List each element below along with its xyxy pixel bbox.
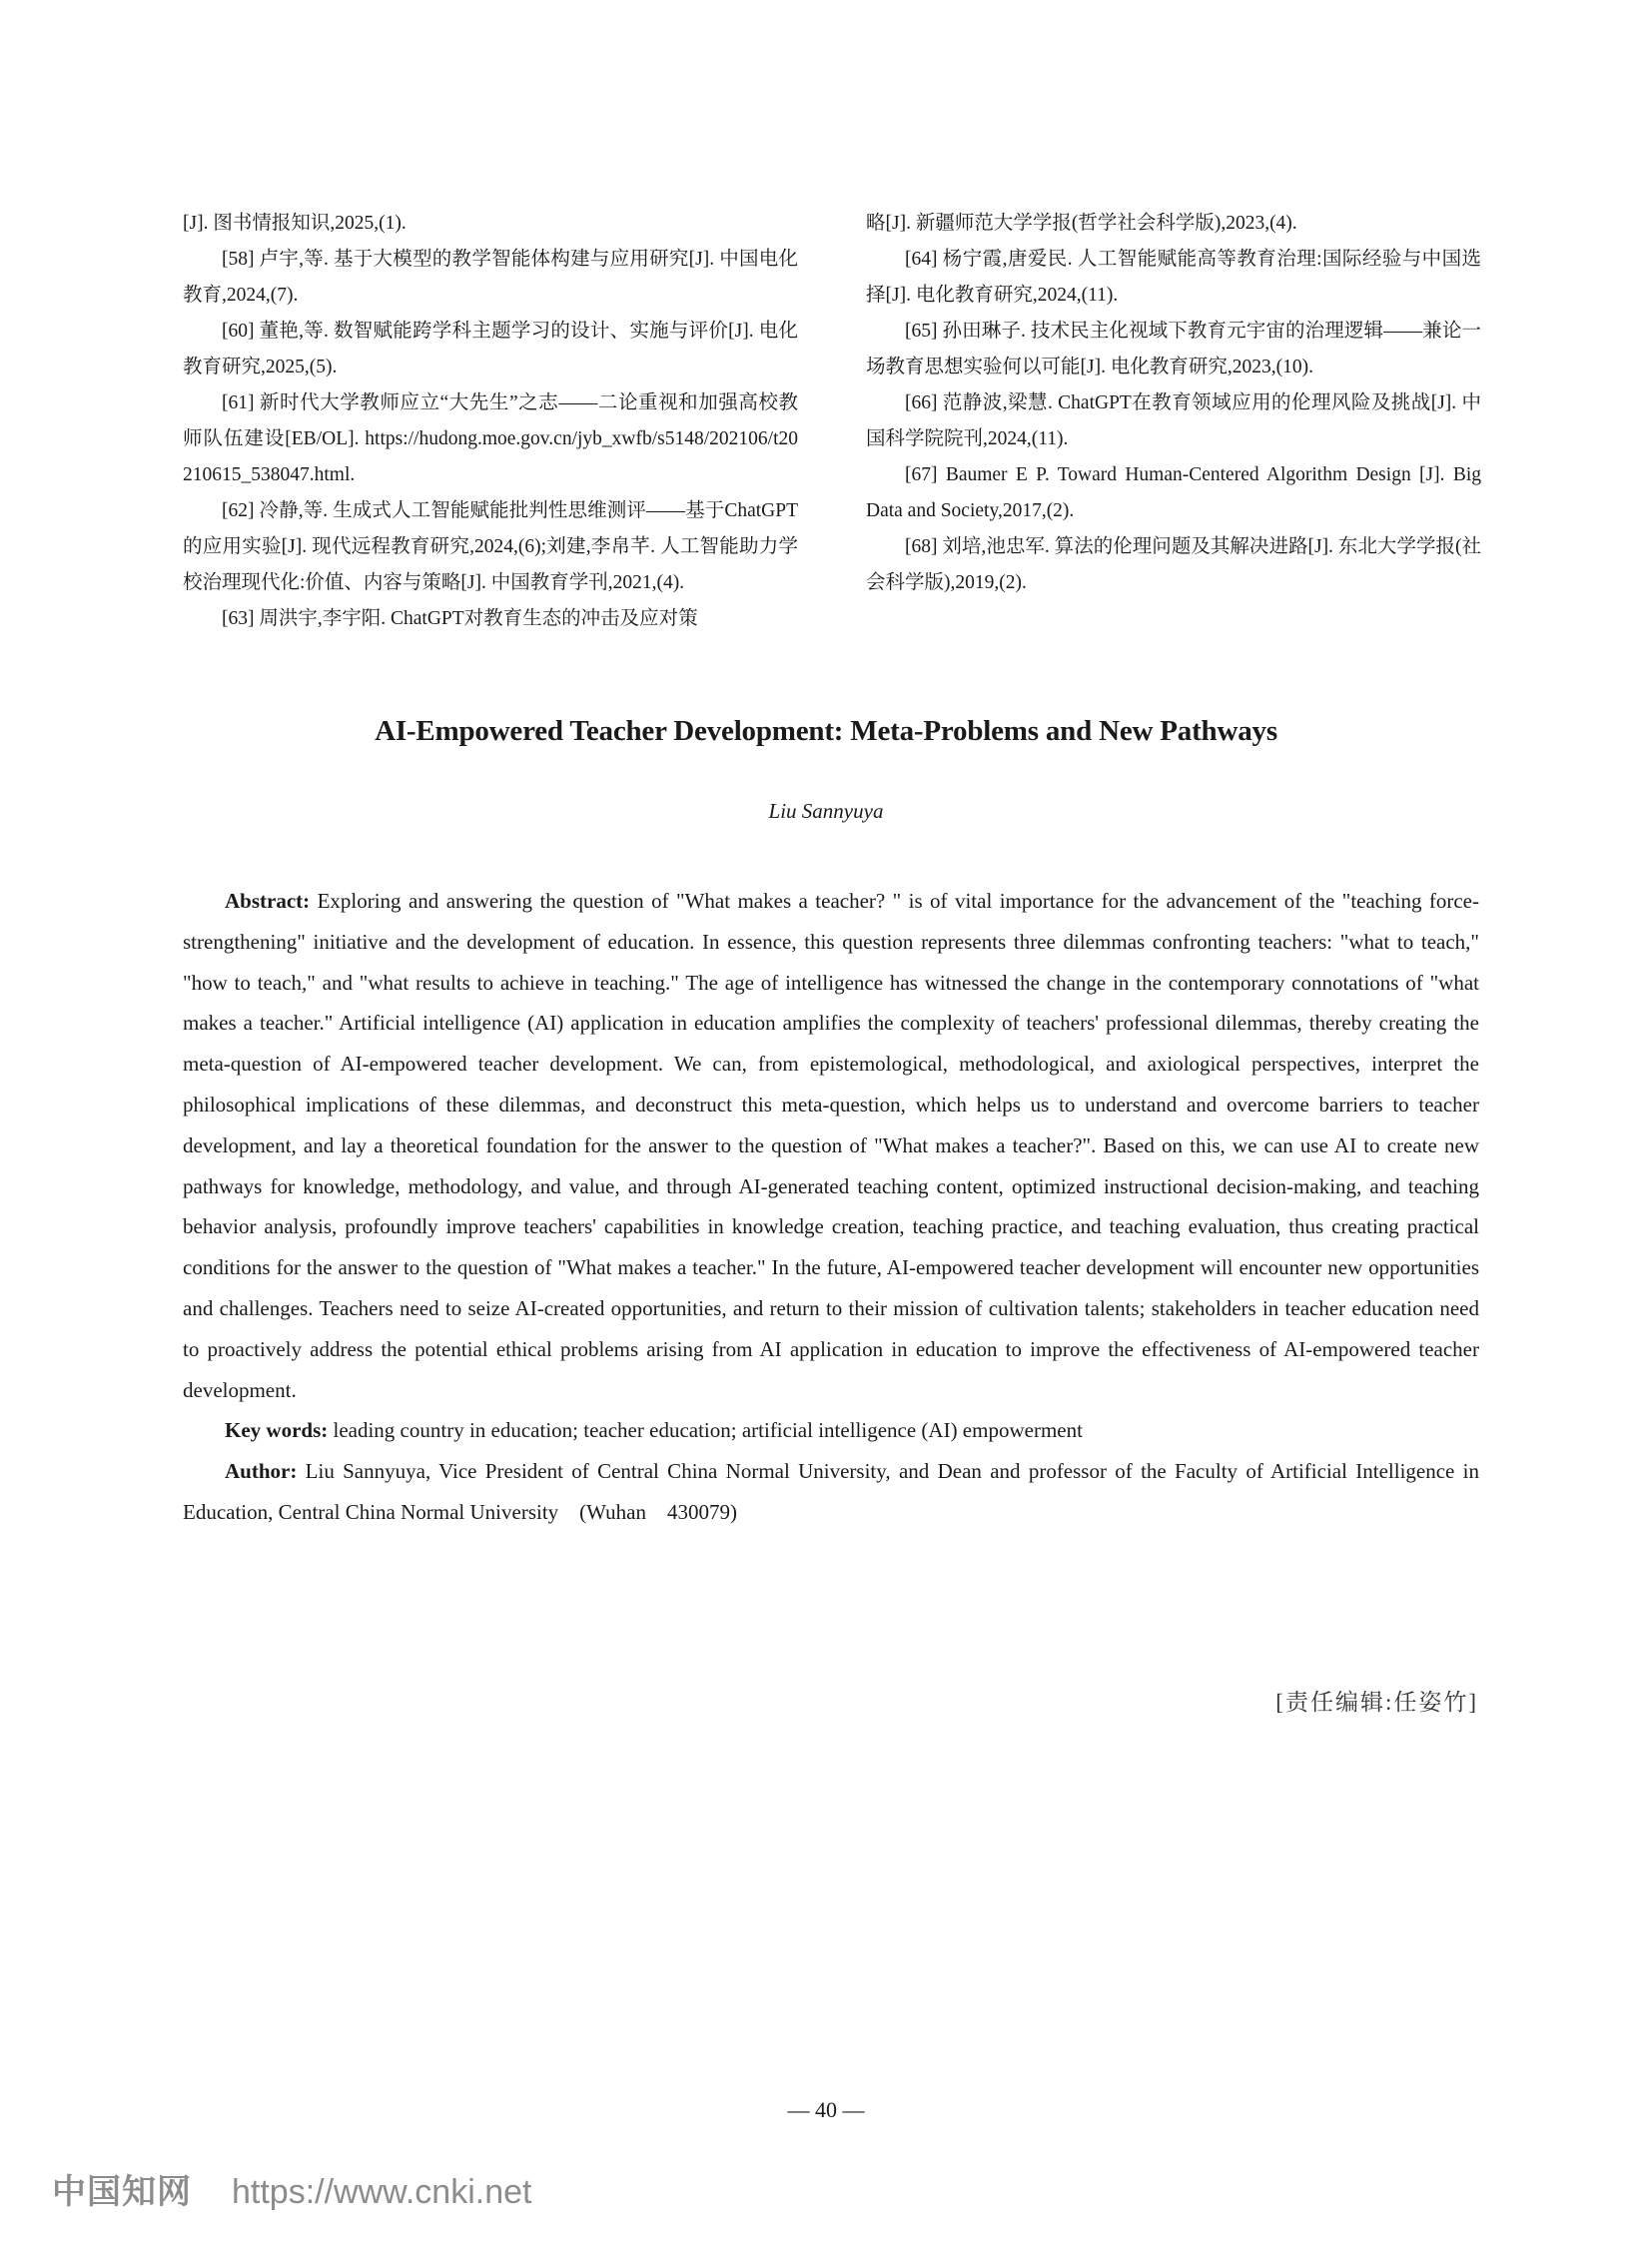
watermark-url: https://www.cnki.net bbox=[232, 2173, 532, 2211]
watermark-site-name: 中国知网 bbox=[52, 2173, 192, 2211]
english-author-name: Liu Sannyuya bbox=[768, 799, 884, 823]
reference-entry: [J]. 图书情报知识,2025,(1). bbox=[183, 213, 407, 234]
english-abstract-section bbox=[183, 881, 1479, 1533]
author-label: Author: bbox=[225, 1459, 298, 1484]
keywords-text: leading country in education; teacher education; artificial intelligence (AI) empowerment bbox=[333, 1418, 1083, 1443]
reference-entry: [63] 周洪宇,李宇阳. ChatGPT对教育生态的冲击及应对策 bbox=[222, 608, 698, 629]
references-right-column bbox=[866, 206, 1481, 637]
abstract-label: Abstract: bbox=[225, 889, 311, 913]
reference-entry: [65] 孙田琳子. 技术民主化视域下教育元宇宙的治理逻辑——兼论一场教育思想实验何以可能[J]. 电化教育研究,2023,(10). bbox=[866, 321, 1481, 377]
reference-entry: [60] 董艳,等. 数智赋能跨学科主题学习的设计、实施与评价[J]. 电化教育研究,2025,(5). bbox=[183, 321, 798, 377]
author-paragraph bbox=[183, 1451, 1479, 1533]
reference-entry: [61] 新时代大学教师应立“大先生”之志——二论重视和加强高校教师队伍建设[EB/OL]. https://hudong.moe.gov.cn/jyb_xwfb/s5148/202106/t20210615_538047.html. bbox=[183, 392, 798, 485]
responsible-editor: [责任编辑:任姿竹] bbox=[1275, 1690, 1478, 1715]
cnki-watermark bbox=[52, 2164, 531, 2213]
reference-entry: [66] 范静波,梁慧. ChatGPT在教育领域应用的伦理风险及挑战[J]. 中国科学院院刊,2024,(11). bbox=[866, 392, 1481, 449]
keywords-paragraph bbox=[183, 1410, 1479, 1451]
reference-entry: [67] Baumer E P. Toward Human-Centered Algorithm Design [J]. Big Data and Society,2017,(2). bbox=[866, 464, 1481, 521]
abstract-paragraph bbox=[183, 881, 1479, 1410]
reference-entry: 略[J]. 新疆师范大学学报(哲学社会科学版),2023,(4). bbox=[866, 213, 1297, 234]
keywords-label: Key words: bbox=[225, 1418, 329, 1443]
reference-entry: [58] 卢宇,等. 基于大模型的教学智能体构建与应用研究[J]. 中国电化教育,2024,(7). bbox=[183, 249, 798, 306]
reference-entry: [62] 冷静,等. 生成式人工智能赋能批判性思维测评——基于ChatGPT的应用实验[J]. 现代远程教育研究,2024,(6);刘建,李帛芊. 人工智能助力学校治理现代化:价值、内容与策略[J]. 中国教育学刊,2021,(4). bbox=[183, 500, 798, 593]
abstract-text: Exploring and answering the question of "What makes a teacher? " is of vital importance for the advancement of the "teaching force-strengthening" initiative and the development of education. In essence, this question represents three dilemmas confronting teachers: "what to teach," "how to teach," and "what results to achieve in teaching." The age of intelligence has witnessed the change in the contemporary connotations of "what makes a teacher." Artificial intelligence (AI) application in education amplifies the complexity of teachers' professional dilemmas, thereby creating the meta-question of AI-empowered teacher development. We can, from epistemological, methodological, and axiological perspectives, interpret the philosophical implications of these dilemmas, and deconstruct this meta-question, which helps us to understand and overcome barriers to teacher development, and lay a theoretical foundation for the answer to the question of "What makes a teacher?". Based on this, we can use AI to create new pathways for knowledge, methodology, and value, and through AI-generated teaching content, optimized instructional decision-making, and teaching behavior analysis, profoundly improve teachers' capabilities in knowledge creation, teaching practice, and teaching evaluation, thus creating practical conditions for the answer to the question of "What makes a teacher." In the future, AI-empowered teacher development will encounter new opportunities and challenges. Teachers need to seize AI-created opportunities, and return to their mission of cultivation talents; stakeholders in teacher education need to proactively address the potential ethical problems arising from AI application in education to improve the effectiveness of AI-empowered teacher development. bbox=[183, 889, 1479, 1402]
reference-entry: [64] 杨宁霞,唐爱民. 人工智能赋能高等教育治理:国际经验与中国选择[J]. 电化教育研究,2024,(11). bbox=[866, 249, 1481, 306]
english-title: AI-Empowered Teacher Development: Meta-Problems and New Pathways bbox=[375, 715, 1277, 747]
reference-entry: [68] 刘培,池忠军. 算法的伦理问题及其解决进路[J]. 东北大学学报(社会科学版),2019,(2). bbox=[866, 536, 1481, 593]
references-left-column bbox=[183, 206, 798, 637]
page-number: — 40 — bbox=[787, 2097, 865, 2122]
author-text: Liu Sannyuya, Vice President of Central China Normal University, and Dean and professor of the Faculty of Artificial Intelligence in Education, Central China Normal University (Wuhan 430079) bbox=[183, 1459, 1480, 1524]
references-section bbox=[183, 206, 1481, 637]
